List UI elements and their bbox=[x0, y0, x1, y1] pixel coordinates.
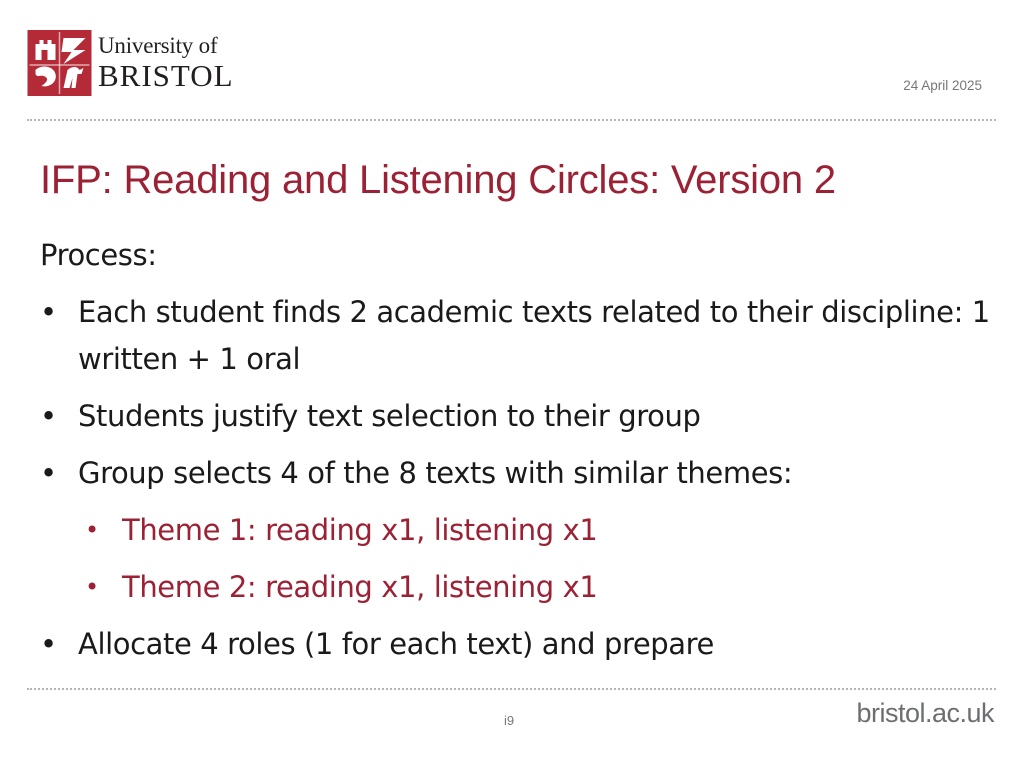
bullet-text: Students justify text selection to their group bbox=[78, 399, 701, 433]
sub-bullet-item bbox=[40, 507, 990, 554]
bullet-item bbox=[40, 621, 990, 668]
bullet-icon: • bbox=[40, 456, 57, 490]
page-number: i9 bbox=[504, 713, 515, 728]
bullet-text: Group selects 4 of the 8 texts with similar themes: bbox=[78, 456, 793, 490]
sub-bullet-text: Theme 2: reading x1, listening x1 bbox=[122, 570, 598, 604]
bullet-item bbox=[40, 289, 990, 383]
bullet-icon: • bbox=[40, 295, 57, 329]
sub-bullet-item bbox=[40, 564, 990, 611]
website-url: bristol.ac.uk bbox=[856, 698, 994, 728]
university-crest-icon bbox=[27, 30, 92, 96]
bullet-list bbox=[40, 289, 990, 668]
slide-body bbox=[40, 232, 990, 678]
sub-bullet-text: Theme 1: reading x1, listening x1 bbox=[122, 513, 598, 547]
bullet-icon: • bbox=[40, 627, 57, 661]
slide-date: 24 April 2025 bbox=[903, 78, 982, 93]
sub-bullet-icon: • bbox=[85, 573, 99, 601]
bullet-text: Allocate 4 roles (1 for each text) and prepare bbox=[78, 627, 714, 661]
logo-line-2: BRISTOL bbox=[98, 58, 234, 93]
process-label: Process: bbox=[40, 238, 157, 272]
university-logo bbox=[27, 30, 234, 98]
logo-line-1: University of bbox=[98, 33, 218, 58]
bullet-text: Each student finds 2 academic texts related to their discipline: 1 written + 1 oral bbox=[78, 295, 990, 376]
bullet-item bbox=[40, 450, 990, 497]
footer-divider bbox=[27, 688, 996, 690]
bullet-item bbox=[40, 393, 990, 440]
logo-wordmark bbox=[98, 34, 234, 91]
bullet-icon: • bbox=[40, 399, 57, 433]
sub-bullet-icon: • bbox=[85, 516, 99, 544]
header-divider bbox=[27, 119, 996, 121]
slide-title: IFP: Reading and Listening Circles: Version 2 bbox=[40, 158, 836, 202]
